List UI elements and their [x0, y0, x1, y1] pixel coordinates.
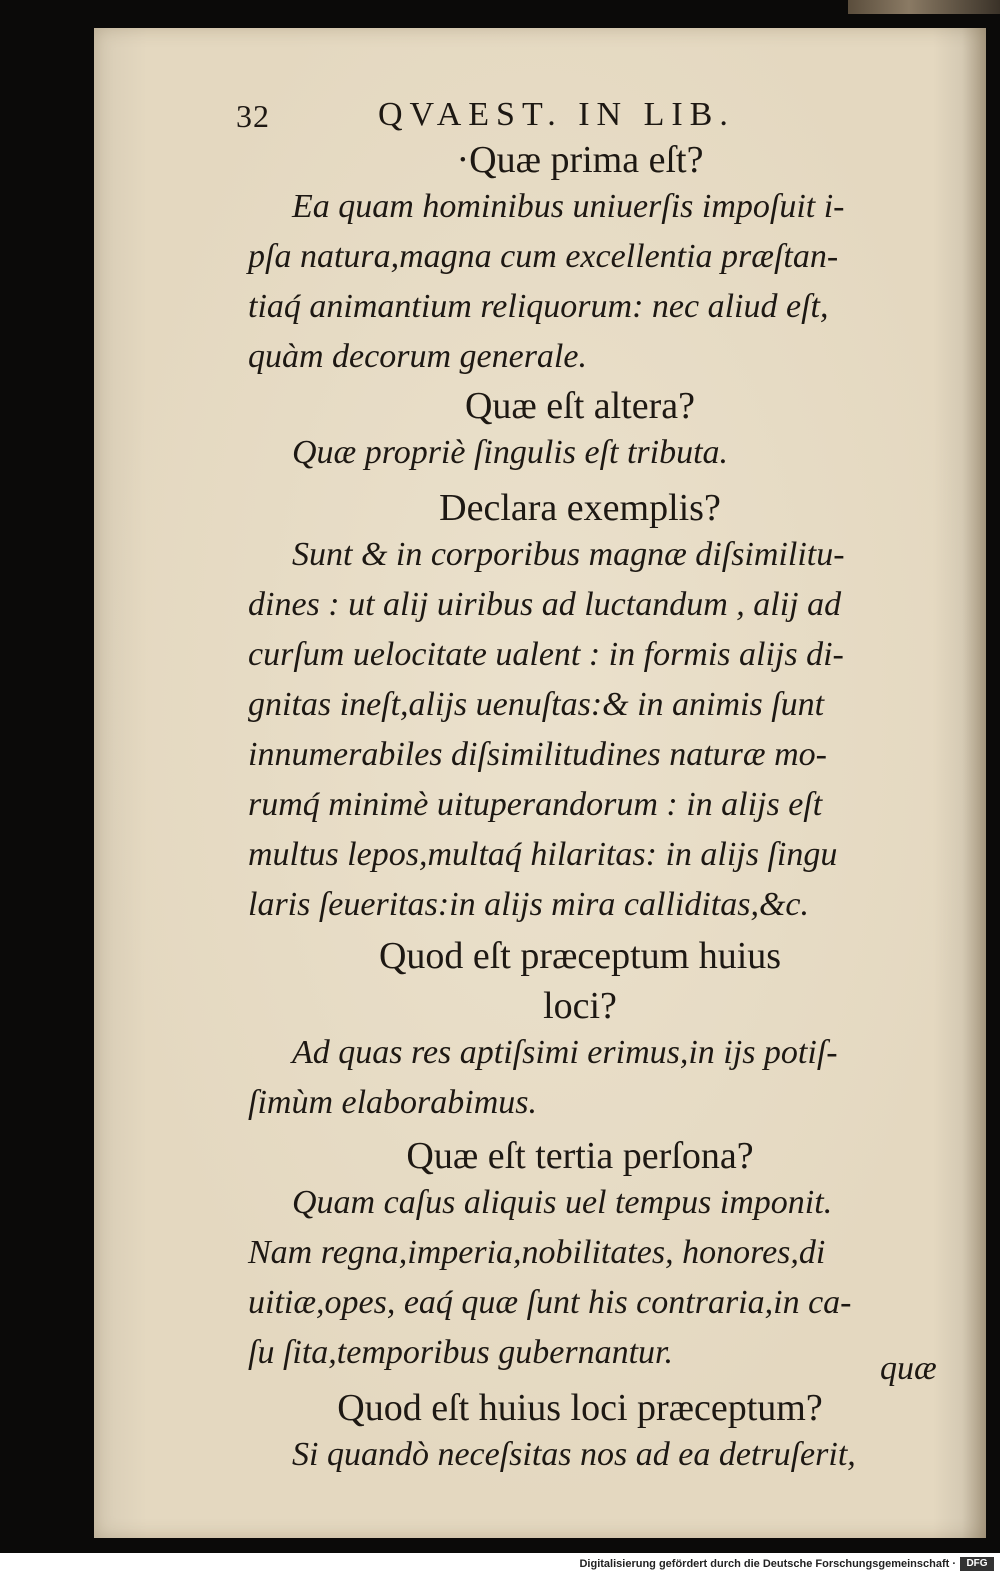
answer-line: uitiæ,opes, eaq́ quæ ſunt his contraria,in ca-: [248, 1284, 852, 1321]
running-head: QVAEST. IN LIB.: [378, 96, 735, 133]
answer-line: innumerabiles diſsimilitudines naturæ mo-: [248, 736, 827, 773]
answer-line: laris ſeueritas:in alijs mira calliditas,&c.: [248, 886, 809, 923]
question-line: Declara exemplis?: [439, 487, 721, 529]
answer-line: dines : ut alij uiribus ad luctandum , alij ad: [248, 586, 842, 623]
catchword: quæ: [880, 1350, 937, 1387]
question-line: Quæ eſt tertia perſona?: [406, 1135, 754, 1177]
footer-credit: Digitalisierung gefördert durch die Deutsche Forschungsgemeinschaft ·: [579, 1558, 956, 1570]
answer-line: curſum uelocitate ualent : in formis alijs di-: [248, 636, 844, 673]
dfg-logo: DFG: [960, 1557, 994, 1571]
answer-line: quàm decorum generale.: [248, 338, 587, 375]
question-line: Quæ eſt altera?: [464, 385, 695, 427]
answer-line: pſa natura,magna cum excellentia præſtan-: [248, 238, 839, 275]
answer-line: Ea quam hominibus uniuerſis impoſuit i-: [292, 188, 845, 225]
book-edge: [848, 0, 1000, 14]
answer-line: Si quandò neceſsitas nos ad ea detruſerit,: [292, 1436, 856, 1473]
question-line: loci?: [543, 985, 617, 1027]
answer-line: Quæ propriè ſingulis eſt tributa.: [292, 434, 729, 471]
question-line: Quod eſt præceptum huius: [378, 935, 782, 977]
answer-line: Nam regna,imperia,nobilitates, honores,di: [248, 1234, 826, 1271]
answer-line: Ad quas res aptiſsimi erimus,in ijs potiſ-: [292, 1034, 838, 1071]
answer-line: tiaq́ animantium reliquorum: nec aliud eſt,: [248, 288, 829, 325]
question-line: ·Quæ prima eſt?: [456, 139, 704, 181]
page-number: 32: [236, 98, 270, 134]
answer-line: multus lepos,multaq́ hilaritas: in alijs ſingu: [248, 836, 838, 873]
answer-line: ſimùm elaborabimus.: [248, 1084, 537, 1121]
page-edge-shadow: [962, 28, 986, 1538]
question-line: Quod eſt huius loci præceptum?: [337, 1387, 823, 1429]
answer-line: ſu ſita,temporibus gubernantur.: [248, 1334, 674, 1371]
answer-line: Quam caſus aliquis uel tempus imponit.: [292, 1184, 833, 1221]
answer-line: rumq́ minimè uituperandorum : in alijs eſt: [248, 786, 823, 823]
answer-line: gnitas ineſt,alijs uenuſtas:& in animis ſunt: [248, 686, 825, 723]
answer-line: Sunt & in corporibus magnæ diſsimilitu-: [292, 536, 845, 573]
